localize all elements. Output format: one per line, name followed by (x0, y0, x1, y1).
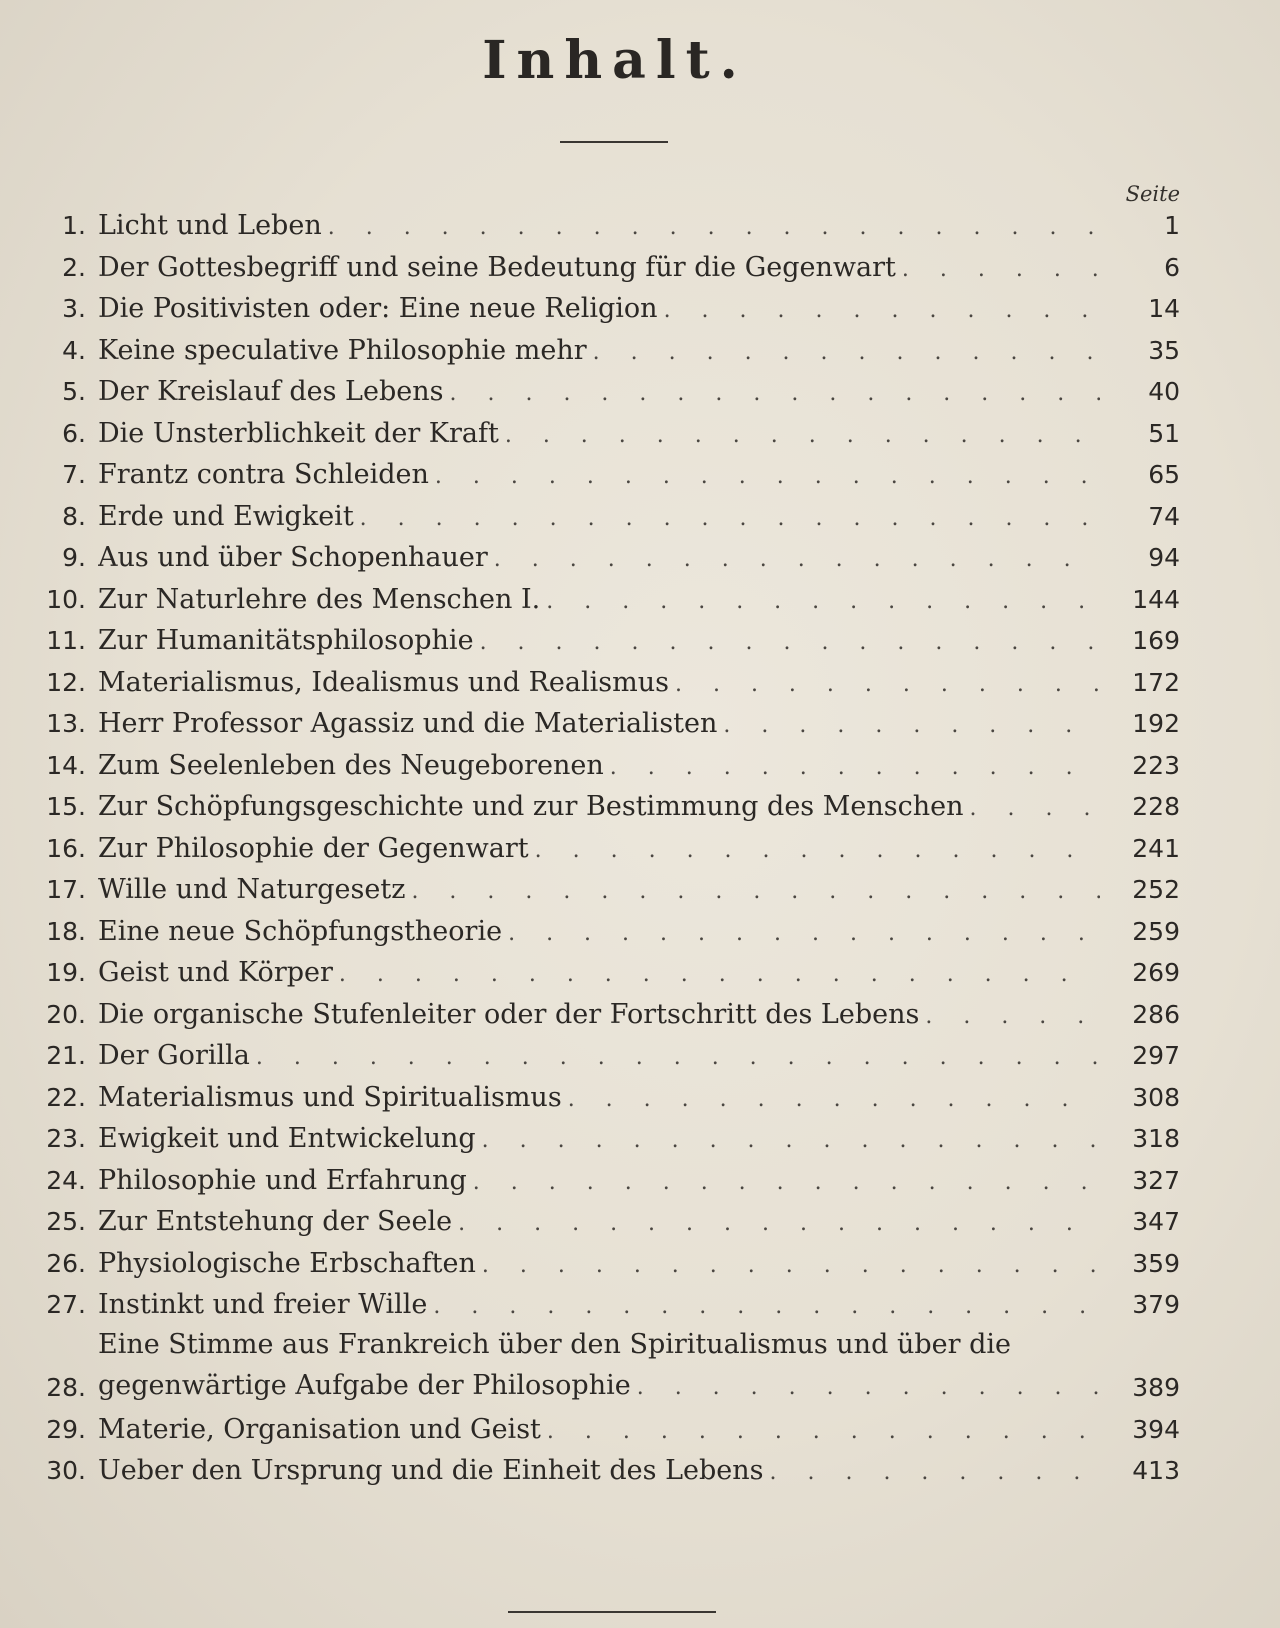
toc-entry (30, 620, 1180, 662)
page-column-header: Seite (1125, 182, 1180, 206)
toc-entry (30, 579, 1180, 621)
entry-title-cell (98, 371, 1106, 415)
entry-title: Aus und über Schopenhauer (98, 542, 488, 573)
entry-number: 23. (46, 1124, 86, 1153)
toc-entry (30, 952, 1180, 994)
entry-number: 11. (46, 626, 86, 655)
entry-number: 6. (62, 418, 86, 448)
entry-page-number: 286 (1132, 999, 1180, 1029)
entry-number: 4. (62, 335, 86, 365)
entry-page-number: 51 (1148, 418, 1180, 448)
dot-leader (723, 705, 1100, 747)
entry-title: Ueber den Ursprung und die Einheit des Lebens (98, 1455, 764, 1486)
entry-title-cell (98, 703, 1106, 747)
table-of-contents (30, 205, 1180, 1492)
entry-page-number: 14 (1148, 294, 1180, 323)
entry-number: 20. (46, 999, 86, 1029)
entry-title: Licht und Leben (98, 210, 322, 241)
entry-title-cell (98, 205, 1106, 249)
entry-page-number: 94 (1148, 543, 1180, 572)
toc-entry (30, 828, 1180, 870)
toc-entry (30, 1326, 1180, 1409)
dot-leader (546, 581, 1100, 623)
entry-page-number: 35 (1148, 335, 1180, 365)
entry-title: Frantz contra Schleiden (98, 459, 429, 490)
entry-title: Zur Humanitätsphilosophie (98, 625, 474, 656)
entry-title: Der Gorilla (98, 1040, 250, 1071)
dot-leader (769, 1452, 1100, 1494)
toc-entry (30, 371, 1180, 413)
entry-number: 15. (46, 792, 86, 821)
dot-leader (593, 332, 1100, 374)
entry-title: Ewigkeit und Entwickelung (98, 1123, 476, 1154)
page-title: Inhalt. (482, 30, 748, 91)
toc-entry (30, 454, 1180, 496)
entry-title-cell (98, 1284, 1106, 1328)
entry-title-cell (98, 537, 1106, 581)
entry-title-cell (98, 579, 1106, 623)
entry-title-cell (98, 662, 1106, 706)
dot-leader (610, 747, 1100, 789)
dot-leader (256, 1037, 1100, 1079)
entry-title: Materie, Organisation und Geist (98, 1413, 541, 1445)
dot-leader (970, 788, 1101, 830)
entry-number: 27. (46, 1290, 86, 1319)
dot-leader (482, 1245, 1100, 1287)
toc-entry (30, 703, 1180, 745)
toc-entry (30, 1450, 1180, 1492)
entry-title-cell (98, 1201, 1106, 1245)
entry-title-cell (98, 1160, 1106, 1204)
entry-number: 14. (46, 750, 86, 780)
entry-page-number: 228 (1132, 792, 1180, 821)
entry-page-number: 223 (1132, 750, 1180, 780)
entry-number: 17. (46, 875, 86, 904)
entry-title-cell (98, 1035, 1106, 1079)
entry-title: Die organische Stufenleiter oder der Fortschritt des Lebens (98, 998, 920, 1030)
entry-number: 13. (46, 709, 86, 738)
entry-page-number: 6 (1164, 252, 1180, 282)
entry-number: 16. (46, 833, 86, 863)
entry-title-cell (98, 454, 1106, 498)
entry-title-line2-wrap (98, 1365, 1106, 1409)
entry-number: 8. (62, 501, 86, 531)
toc-entry (30, 537, 1180, 579)
toc-entry (30, 1118, 1180, 1160)
entry-title-cell (98, 1450, 1106, 1494)
dot-leader (547, 1411, 1100, 1453)
entry-number: 9. (62, 543, 86, 572)
entry-title-cell (98, 1409, 1106, 1453)
entry-page-number: 359 (1132, 1248, 1180, 1278)
entry-title: Zum Seelenleben des Neugeborenen (98, 749, 604, 781)
dot-leader (505, 415, 1100, 457)
entry-page-number: 394 (1132, 1414, 1180, 1444)
entry-number: 18. (46, 916, 86, 946)
toc-entry (30, 786, 1180, 828)
entry-number: 19. (46, 958, 86, 987)
entry-page-number: 297 (1132, 1041, 1180, 1070)
entry-page-number: 318 (1132, 1124, 1180, 1153)
bottom-rule (508, 1611, 716, 1613)
entry-title: Die Unsterblichkeit der Kraft (98, 417, 499, 449)
toc-entry (30, 247, 1180, 289)
entry-title-cell (98, 1243, 1106, 1287)
entry-page-number: 259 (1132, 916, 1180, 946)
toc-entry (30, 1243, 1180, 1285)
toc-entry (30, 745, 1180, 787)
entry-page-number: 1 (1164, 211, 1180, 240)
dot-leader (433, 1286, 1100, 1328)
dot-leader (328, 207, 1100, 249)
entry-page-number: 327 (1132, 1165, 1180, 1195)
toc-entry (30, 330, 1180, 372)
dot-leader (360, 498, 1100, 540)
toc-entry (30, 869, 1180, 911)
title-rule (560, 141, 668, 143)
toc-entry (30, 994, 1180, 1036)
entry-title: Philosophie und Erfahrung (98, 1164, 467, 1196)
dot-leader (339, 954, 1100, 996)
entry-title: Der Gottesbegriff und seine Bedeutung für die Gegenwart (98, 251, 896, 283)
dot-leader (508, 913, 1100, 955)
toc-entry (30, 496, 1180, 538)
entry-title: Physiologische Erbschaften (98, 1247, 476, 1279)
toc-entry (30, 1201, 1180, 1243)
dot-leader (435, 456, 1100, 498)
entry-page-number: 252 (1132, 875, 1180, 904)
dot-leader (664, 290, 1100, 332)
entry-number: 1. (62, 211, 86, 240)
entry-number: 21. (46, 1041, 86, 1070)
entry-number: 5. (62, 377, 86, 406)
toc-entry (30, 1077, 1180, 1119)
entry-title-cell (98, 620, 1106, 664)
entry-title-cell (98, 786, 1106, 830)
toc-entry (30, 1160, 1180, 1202)
dot-leader (675, 664, 1100, 706)
entry-page-number: 192 (1132, 709, 1180, 738)
toc-entry (30, 288, 1180, 330)
dot-leader (473, 1162, 1100, 1204)
entry-title-cell (98, 745, 1106, 789)
dot-leader (458, 1203, 1100, 1245)
entry-title: Materialismus, Idealismus und Realismus (98, 666, 669, 698)
dot-leader (637, 1367, 1100, 1409)
entry-title-cell (98, 911, 1106, 955)
entry-title-cell (98, 413, 1106, 457)
entry-page-number: 379 (1132, 1290, 1180, 1319)
entry-title: Geist und Körper (98, 957, 333, 988)
dot-leader (494, 539, 1100, 581)
entry-number: 3. (62, 294, 86, 323)
entry-number: 29. (46, 1414, 86, 1444)
entry-page-number: 269 (1132, 958, 1180, 987)
entry-title: Die Positivisten oder: Eine neue Religion (98, 293, 658, 324)
entry-title: Zur Naturlehre des Menschen I. (98, 583, 541, 615)
entry-title-cell (98, 1118, 1106, 1162)
entry-title: Erde und Ewigkeit (98, 500, 354, 532)
toc-entry (30, 662, 1180, 704)
entry-page-number: 169 (1132, 626, 1180, 655)
dot-leader (568, 1079, 1100, 1121)
entry-title-cell (98, 1324, 1106, 1409)
dot-leader (480, 622, 1100, 664)
entry-page-number: 241 (1132, 833, 1180, 863)
dot-leader (535, 830, 1100, 872)
entry-title: Herr Professor Agassiz und die Materialisten (98, 708, 718, 739)
entry-title-continuation: gegenwärtige Aufgabe der Philosophie (98, 1370, 631, 1401)
entry-title: Zur Philosophie der Gegenwart (98, 832, 529, 864)
entry-title: Materialismus und Spiritualismus (98, 1081, 562, 1113)
entry-number: 10. (46, 584, 86, 614)
toc-entry (30, 205, 1180, 247)
dot-leader (482, 1120, 1100, 1162)
entry-title-cell (98, 994, 1106, 1038)
entry-number: 28. (46, 1373, 86, 1402)
entry-page-number: 308 (1132, 1082, 1180, 1112)
entry-title: Zur Entstehung der Seele (98, 1206, 453, 1237)
entry-page-number: 40 (1148, 377, 1180, 406)
entry-number: 30. (46, 1456, 86, 1485)
entry-title: Zur Schöpfungsgeschichte und zur Bestimmung des Menschen (98, 791, 964, 822)
entry-title-cell (98, 288, 1106, 332)
entry-title: Keine speculative Philosophie mehr (98, 334, 587, 366)
entry-title-cell (98, 496, 1106, 540)
entry-page-number: 413 (1132, 1456, 1180, 1485)
entry-title-cell (98, 869, 1106, 913)
entry-title-cell (98, 247, 1106, 291)
entry-page-number: 389 (1132, 1373, 1180, 1402)
toc-entry (30, 413, 1180, 455)
entry-title: Eine neue Schöpfungstheorie (98, 915, 503, 947)
entry-page-number: 172 (1132, 667, 1180, 697)
entry-number: 26. (46, 1248, 86, 1278)
entry-number: 2. (62, 252, 86, 282)
entry-page-number: 74 (1148, 501, 1180, 531)
toc-entry (30, 911, 1180, 953)
entry-number: 25. (46, 1207, 86, 1236)
entry-title: Wille und Naturgesetz (98, 874, 406, 905)
entry-number: 24. (46, 1165, 86, 1195)
dot-leader (902, 249, 1100, 291)
entry-page-number: 65 (1148, 460, 1180, 489)
entry-page-number: 347 (1132, 1207, 1180, 1236)
toc-entry (30, 1284, 1180, 1326)
entry-title-cell (98, 952, 1106, 996)
entry-title-cell (98, 828, 1106, 872)
toc-entry (30, 1035, 1180, 1077)
entry-page-number: 144 (1132, 584, 1180, 614)
dot-leader (449, 373, 1100, 415)
toc-entry (30, 1409, 1180, 1451)
entry-title: Eine Stimme aus Frankreich über den Spiritualismus und über die (98, 1328, 1011, 1360)
entry-title-cell (98, 330, 1106, 374)
entry-title-cell (98, 1077, 1106, 1121)
entry-title: Der Kreislauf des Lebens (98, 376, 444, 407)
dot-leader (411, 871, 1100, 913)
entry-title: Instinkt und freier Wille (98, 1289, 428, 1320)
entry-number: 12. (46, 667, 86, 697)
entry-number: 22. (46, 1082, 86, 1112)
dot-leader (925, 996, 1100, 1038)
entry-number: 7. (62, 460, 86, 489)
